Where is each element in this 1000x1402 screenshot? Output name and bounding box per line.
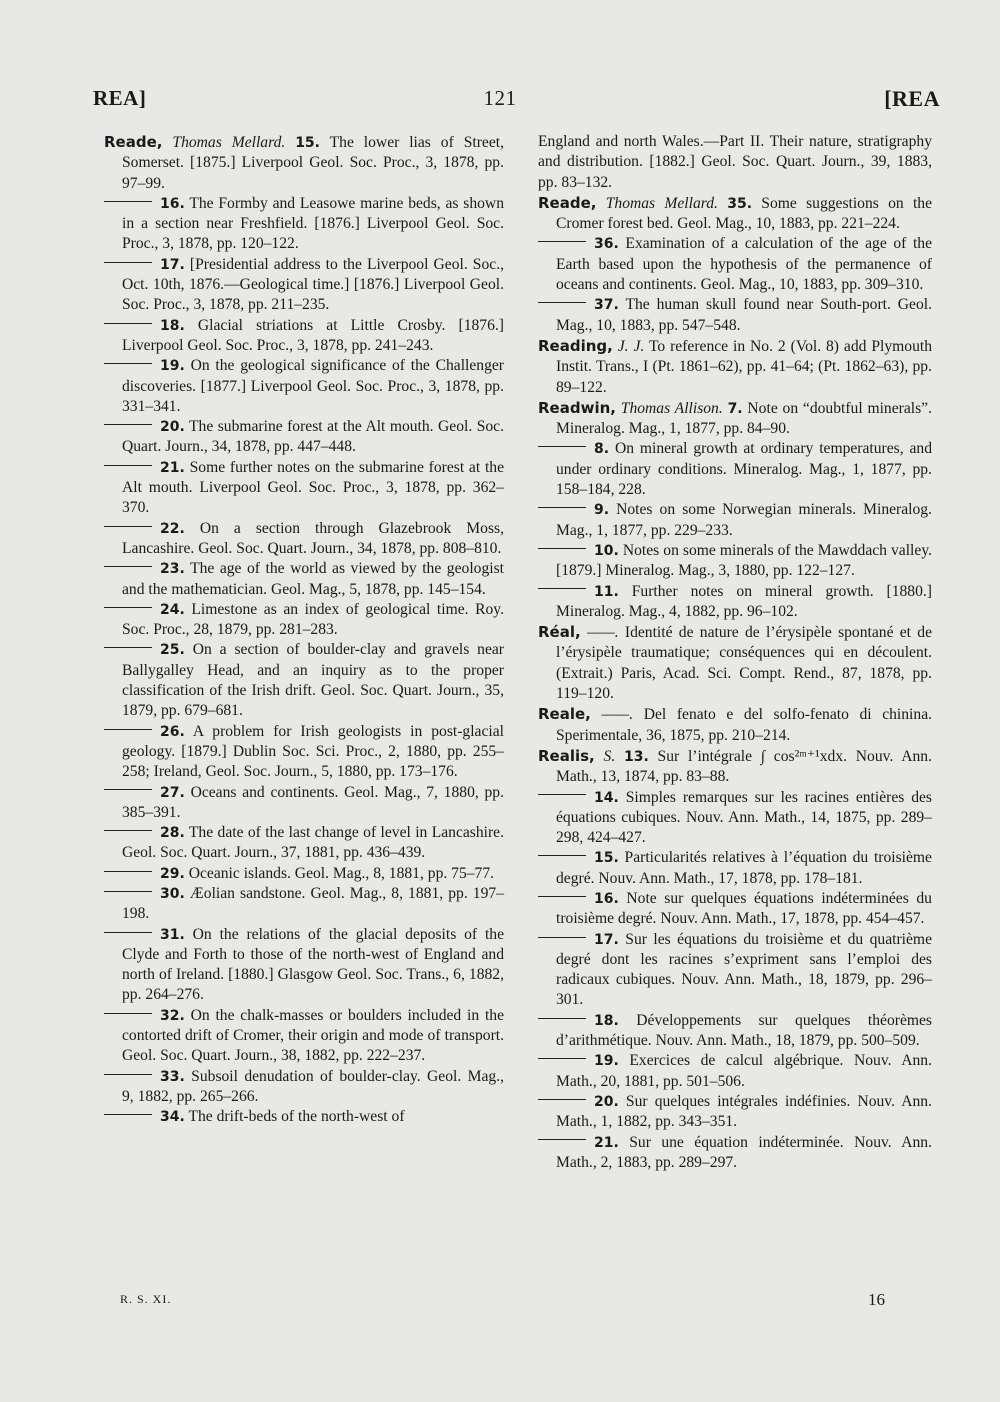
entry-text: The Formby and Leasowe marine beds, as shown in a section near Freshfield. [1876.] Liverpool Geol. Soc. Proc., 3, 1878, pp. 120–122.: [122, 194, 504, 253]
ditto-rule: [104, 323, 152, 324]
ditto-rule: [104, 1074, 152, 1075]
entry-text: Further notes on mineral growth. [1880.] Mineralog. Mag., 4, 1882, pp. 96–102.: [556, 582, 932, 620]
entry-number: 16.: [160, 195, 185, 212]
author-name: Reale,: [538, 705, 591, 724]
entry-number: 26.: [160, 723, 185, 740]
entry-number: 20.: [594, 1093, 619, 1110]
entry-text: A problem for Irish geologists in post-glacial geology. [1879.] Dublin Soc. Sci. Proc., 2, 1880, pp. 255–258; Ireland, Geol. Soc. Journ., 5, 1880, pp. 173–176.: [122, 722, 504, 781]
bibliography-entry: [538, 1011, 932, 1052]
entry-number: 13.: [623, 748, 649, 765]
bibliography-entry: [104, 925, 504, 1006]
entry-text: Particularités relatives à l’équation du troisième degré. Nouv. Ann. Math., 17, 1878, pp. 178–181.: [556, 849, 932, 887]
author-name: Réal,: [538, 623, 581, 642]
author-given-name: J. J.: [617, 337, 645, 355]
entry-text: Limestone as an index of geological time. Roy. Soc. Proc., 28, 1879, pp. 281–283.: [122, 600, 504, 639]
bibliography-entry: [104, 640, 504, 721]
bibliography-entry: [104, 864, 504, 884]
entry-number: 14.: [594, 789, 619, 806]
bibliography-entry: [538, 295, 932, 336]
ditto-rule: [538, 855, 586, 856]
entry-text: Del fenato e del solfo-fenato di chinina. Sperimentale, 36, 1875, pp. 210–214.: [556, 706, 933, 744]
entry-text: The human skull found near South-port. Geol. Mag., 10, 1883, pp. 547–548.: [556, 296, 932, 334]
entry-text: On a section through Glazebrook Moss, Lancashire. Geol. Soc. Quart. Journ., 34, 1878, pp. 808–810.: [122, 519, 504, 557]
entry-number: 25.: [160, 642, 185, 659]
entry-text: Note on “doubtful minerals”. Mineralog. Mag., 1, 1877, pp. 84–90.: [556, 399, 932, 438]
running-head-left: REA]: [93, 86, 147, 110]
ditto-rule: [104, 465, 152, 466]
entry-text: Æolian sandstone. Geol. Mag., 8, 1881, pp. 197–198.: [122, 884, 504, 923]
entry-text: Note sur quelques équations indéterminées du troisième degré. Nouv. Ann. Math., 17, 1878, pp. 454–457.: [556, 889, 932, 928]
entry-number: 21.: [160, 459, 185, 476]
bibliography-entry: [538, 1133, 932, 1174]
entry-text: Oceanic islands. Geol. Mag., 8, 1881, pp. 75–77.: [188, 864, 495, 882]
ditto-rule: [538, 1058, 586, 1059]
ditto-rule: [104, 424, 152, 425]
ditto-rule: [538, 588, 586, 589]
bibliography-entry: [104, 255, 504, 316]
entry-number: 18.: [594, 1012, 619, 1029]
left-column: [104, 132, 504, 1128]
ditto-rule: [104, 201, 152, 202]
entry-number: 11.: [594, 583, 619, 600]
bibliography-entry: [538, 336, 932, 398]
running-head-right: [REA: [884, 86, 940, 111]
entry-number: 17.: [160, 256, 185, 273]
entry-number: 32.: [160, 1007, 185, 1024]
entry-text: Exercices de calcul algébrique. Nouv. Ann. Math., 20, 1881, pp. 501–506.: [556, 1052, 932, 1090]
entry-text: Notes on some minerals of the Mawddach valley. [1879.] Mineralog. Mag., 3, 1880, pp. 122–127.: [556, 541, 932, 580]
entry-number: 27.: [160, 784, 185, 801]
entry-text: On a section of boulder-clay and gravels near Ballygalley Head, and an inquiry as to the proper classification of the Irish drift. Geol. Soc. Quart. Journ., 35, 1879, pp. 679–681.: [122, 641, 504, 720]
bibliography-entry: [538, 746, 932, 788]
entry-number: 19.: [594, 1053, 619, 1070]
ditto-rule: [104, 932, 152, 933]
bibliography-entry: [104, 1107, 504, 1127]
bibliography-entry: [104, 1006, 504, 1067]
ditto-rule: [538, 1139, 586, 1140]
entry-number: 20.: [160, 419, 185, 436]
entry-number: 28.: [160, 825, 185, 842]
bibliography-entry: [104, 600, 504, 641]
author-name: Reade,: [538, 193, 597, 212]
bibliography-entry: [104, 194, 504, 255]
bibliography-entry: [538, 500, 932, 541]
bibliography-entry: [104, 884, 504, 925]
entry-text: To reference in No. 2 (Vol. 8) add Plymouth Instit. Trans., I (Pt. 1861–62), pp. 41–64; (Pt. 1862–63), pp. 89–122.: [556, 337, 932, 396]
entry-number: 15.: [594, 850, 619, 867]
entry-number: 23.: [160, 561, 185, 578]
ditto-rule: [538, 302, 586, 303]
ditto-rule: [104, 607, 152, 608]
author-given-name: ——.: [586, 624, 619, 642]
author-given-name: S.: [603, 747, 616, 765]
bibliography-entry: [538, 1092, 932, 1133]
bibliography-entry: [104, 823, 504, 864]
entry-text: The submarine forest at the Alt mouth. Geol. Soc. Quart. Journ., 34, 1878, pp. 447–448.: [122, 418, 504, 456]
author-given-name: Thomas Mellard.: [172, 134, 286, 151]
entry-number: 31.: [160, 926, 185, 943]
ditto-rule: [538, 896, 586, 897]
entry-text: Subsoil denudation of boulder-clay. Geol. Mag., 9, 1882, pp. 265–266.: [122, 1067, 504, 1105]
bibliography-entry: [538, 788, 932, 849]
entry-text: [Presidential address to the Liverpool Geol. Soc., Oct. 10th, 1876.—Geological time.] [1876.] Liverpool Geol. Soc. Proc., 3, 1878, pp. 211–235.: [122, 255, 504, 314]
entry-number: 29.: [160, 865, 185, 882]
entry-number: 16.: [594, 890, 619, 907]
author-given-name: Thomas Allison.: [620, 399, 723, 417]
bibliography-entry: [538, 398, 932, 440]
entry-text: Examination of a calculation of the age of the Earth based upon the hypothesis of the permanence of oceans and continents. Geol. Mag., 10, 1883, pp. 309–310.: [556, 235, 932, 294]
entry-text: The drift-beds of the north-west of: [188, 1108, 405, 1126]
entry-number: 18.: [160, 317, 185, 334]
entry-text: Identité de nature de l’érysipèle spontané et de l’érysipèle traumatique; conséquences qui en découlent. (Extrait.) Paris, Acad. Sci. Compt. Rend., 87, 1878, pp. 119–120.: [556, 624, 933, 703]
bibliography-entry: [538, 930, 932, 1011]
bibliography-entry: [538, 889, 932, 930]
author-given-name: Thomas Mellard.: [605, 194, 718, 212]
entry-text: Oceans and continents. Geol. Mag., 7, 1880, pp. 385–391.: [122, 783, 504, 821]
bibliography-entry: [104, 559, 504, 600]
entry-text: The age of the world as viewed by the geologist and the mathematician. Geol. Mag., 5, 1878, pp. 145–154.: [122, 560, 504, 598]
bibliography-entry: [104, 356, 504, 417]
author-given-name: ——.: [601, 706, 634, 724]
entry-text: Développements sur quelques théorèmes d’arithmétique. Nouv. Ann. Math., 18, 1879, pp. 500–509.: [556, 1011, 932, 1050]
ditto-rule: [538, 241, 586, 242]
sheet-number: 16: [868, 1290, 885, 1309]
ditto-rule: [104, 363, 152, 364]
entry-number: 30.: [160, 885, 185, 902]
bibliography-entry: [538, 193, 932, 235]
ditto-rule: [538, 794, 586, 795]
signature-mark: R. S. XI.: [120, 1292, 172, 1306]
bibliography-entry: [538, 704, 932, 746]
entry-number: 34.: [160, 1109, 185, 1126]
entry-number: 19.: [160, 358, 185, 375]
bibliography-entry: [104, 519, 504, 560]
author-name: Realis,: [538, 746, 595, 765]
entry-text: Glacial striations at Little Crosby. [1876.] Liverpool Geol. Soc. Proc., 3, 1878, pp. 241–243.: [122, 316, 504, 354]
bibliography-entry: [104, 783, 504, 824]
entry-text: Some suggestions on the Cromer forest bed. Geol. Mag., 10, 1883, pp. 221–224.: [556, 194, 933, 233]
ditto-rule: [104, 891, 152, 892]
entry-text: Notes on some Norwegian minerals. Mineralog. Mag., 1, 1877, pp. 229–233.: [556, 501, 932, 539]
ditto-rule: [538, 548, 586, 549]
entry-text: Sur une équation indéterminée. Nouv. Ann. Math., 2, 1883, pp. 289–297.: [556, 1133, 932, 1171]
bibliography-entry: [104, 458, 504, 519]
author-name: Reade,: [104, 133, 163, 151]
bibliography-entry: [538, 848, 932, 889]
bibliography-entry: [104, 132, 504, 194]
author-name: Readwin,: [538, 398, 616, 417]
entry-number: 24.: [160, 601, 185, 618]
entry-number: 35.: [727, 195, 753, 212]
ditto-rule: [104, 1114, 152, 1115]
entry-number: 21.: [594, 1134, 619, 1151]
bibliography-entry: [538, 541, 932, 582]
entry-text: England and north Wales.—Part II. Their nature, stratigraphy and distribution. [1882.] Geol. Soc. Quart. Journ., 39, 1883, pp. 83–132.: [538, 133, 932, 191]
entry-number: 22.: [160, 520, 185, 537]
bibliography-entry: [104, 722, 504, 783]
page-number: 121: [483, 86, 517, 110]
bibliography-entry: [104, 1067, 504, 1108]
entry-text: The date of the last change of level in Lancashire. Geol. Soc. Quart. Journ., 37, 1881, pp. 436–439.: [122, 824, 504, 862]
entry-number: 9.: [594, 502, 610, 519]
entry-text: On the relations of the glacial deposits of the Clyde and Forth to those of the north-west of England and north of Ireland. [1880.] Glasgow Geol. Soc. Trans., 6, 1882, pp. 264–276.: [122, 925, 504, 1004]
entry-number: 36.: [594, 236, 619, 253]
ditto-rule: [104, 871, 152, 872]
ditto-rule: [104, 566, 152, 567]
ditto-rule: [538, 937, 586, 938]
bibliography-entry: [538, 1051, 932, 1092]
entry-text: Sur les équations du troisième et du quatrième degré dont les racines s’expriment sans l’emploi des radicaux cubiques. Nouv. Ann. Math., 18, 1879, pp. 296–301.: [556, 930, 932, 1009]
entry-text: Sur l’intégrale ∫ cos²ᵐ⁺¹xdx. Nouv. Ann. Math., 13, 1874, pp. 83–88.: [556, 747, 932, 786]
entry-number: 10.: [594, 542, 619, 559]
ditto-rule: [538, 1018, 586, 1019]
ditto-rule: [104, 830, 152, 831]
bibliography-entry: [538, 582, 932, 623]
bibliography-entry: [538, 132, 932, 193]
ditto-rule: [538, 446, 586, 447]
ditto-rule: [104, 1013, 152, 1014]
entry-text: Some further notes on the submarine forest at the Alt mouth. Liverpool Geol. Soc. Proc., 3, 1878, pp. 362–370.: [122, 458, 504, 517]
ditto-rule: [538, 1099, 586, 1100]
ditto-rule: [104, 647, 152, 648]
entry-number: 8.: [594, 441, 610, 458]
entry-text: On the chalk-masses or boulders included in the contorted drift of Cromer, their origin and mode of transport. Geol. Soc. Quart. Journ., 38, 1882, pp. 222–237.: [122, 1006, 504, 1065]
bibliography-entry: [104, 316, 504, 357]
ditto-rule: [104, 729, 152, 730]
ditto-rule: [538, 507, 586, 508]
entry-number: 33.: [160, 1068, 185, 1085]
bibliography-entry: [538, 622, 932, 704]
entry-number: 15.: [295, 135, 320, 151]
bibliography-entry: [538, 439, 932, 500]
entry-text: On mineral growth at ordinary temperatures, and under ordinary conditions. Mineralog. Mag., 1, 1877, pp. 158–184, 228.: [556, 440, 932, 499]
ditto-rule: [104, 262, 152, 263]
bibliography-entry: [104, 417, 504, 458]
entry-text: On the geological significance of the Challenger discoveries. [1877.] Liverpool Geol. Soc. Proc., 3, 1878, pp. 331–341.: [122, 357, 504, 415]
entry-number: 37.: [594, 297, 619, 314]
entry-text: The lower lias of Street, Somerset. [1875.] Liverpool Geol. Soc. Proc., 3, 1878, pp. 97–99.: [122, 134, 504, 192]
author-name: Reading,: [538, 336, 613, 355]
bibliography-entry: [538, 234, 932, 295]
ditto-rule: [104, 526, 152, 527]
right-column: [538, 132, 932, 1173]
entry-number: 7.: [727, 400, 743, 417]
entry-text: Simples remarques sur les racines entières des équations cubiques. Nouv. Ann. Math., 14, 1875, pp. 289–298, 424–427.: [556, 788, 932, 847]
entry-number: 17.: [594, 931, 619, 948]
entry-text: Sur quelques intégrales indéfinies. Nouv. Ann. Math., 1, 1882, pp. 343–351.: [556, 1092, 932, 1131]
ditto-rule: [104, 789, 152, 790]
